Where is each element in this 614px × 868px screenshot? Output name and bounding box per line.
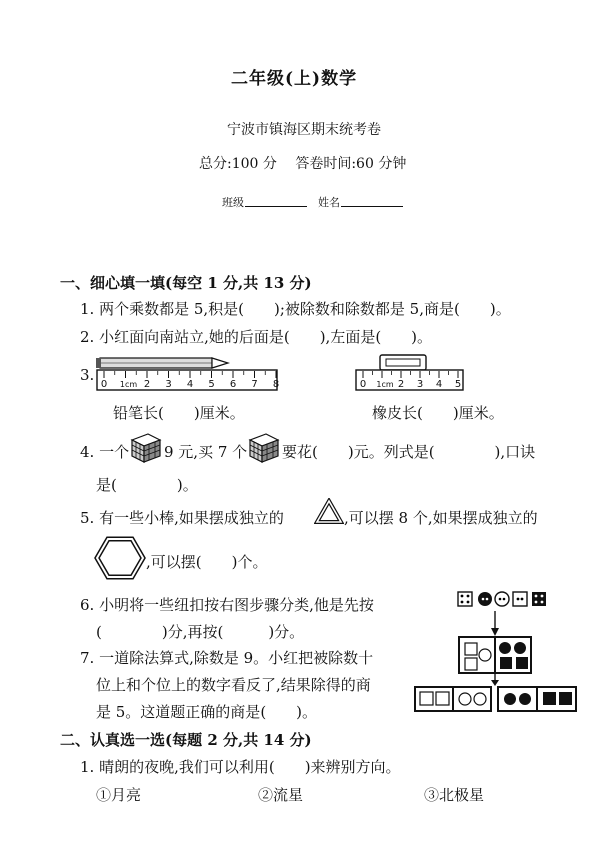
ruler-label: 7 (251, 379, 258, 390)
ruler-label: 1cm (376, 380, 394, 389)
question-7-line-1: 7. 一道除法算式,除数是 9。小红把被除数十 (80, 649, 374, 667)
ruler-label: 5 (208, 379, 215, 390)
question-7-line-2: 位上和个位上的数字看反了,结果除得的商 (96, 676, 371, 694)
option-c[interactable]: ③北极星 (424, 786, 485, 804)
ruler-label: 6 (229, 379, 237, 390)
question-6-line-2: ( )分,再按( )分。 (96, 623, 305, 641)
question-4-part-a: 4. 一个 (80, 443, 130, 461)
pencil-ruler-figure (96, 355, 281, 393)
rubiks-cube-icon (130, 432, 162, 464)
eraser-ruler-figure (355, 353, 465, 393)
pencil-length-question: 铅笔长( )厘米。 (113, 404, 245, 422)
question-5-part-c: ,可以摆( )个。 (146, 553, 268, 571)
ruler-icon (356, 370, 463, 390)
ruler-label: 0 (100, 379, 108, 390)
section2-question-1: 1. 晴朗的夜晚,我们可以利用( )来辨别方向。 (80, 758, 401, 776)
question-4-part-b: 9 元,买 7 个 (164, 443, 248, 461)
question-4-part-c: 要花( )元。列式是( ),口诀 (282, 443, 536, 461)
section2-heading: 二、认真选一选(每题 2 分,共 14 分) (60, 731, 312, 749)
question-4-part-d: 是( )。 (96, 476, 198, 494)
button-sorting-figure (412, 586, 582, 716)
question-6-line-1: 6. 小明将一些纽扣按右图步骤分类,他是先按 (80, 596, 374, 614)
triangle-sticks-icon (314, 498, 344, 526)
square-button-icon (458, 592, 472, 606)
class-label: 班级 (222, 196, 244, 209)
name-label: 姓名 (318, 196, 340, 209)
eraser-length-question: 橡皮长( )厘米。 (372, 404, 504, 422)
question-3-number: 3. (80, 366, 95, 384)
score-info: 总分:100 分 答卷时间:60 分钟 (199, 156, 407, 172)
exam-subtitle: 宁波市镇海区期末统考卷 (227, 122, 381, 138)
square-button-icon (513, 592, 527, 606)
ruler-label: 3 (416, 379, 424, 390)
ruler-label: 8 (272, 379, 280, 390)
round-button-icon (478, 592, 492, 606)
page-title: 二年级(上)数学 (231, 69, 358, 89)
section1-heading: 一、细心填一填(每空 1 分,共 13 分) (60, 274, 312, 292)
pencil-icon (96, 358, 228, 368)
ruler-label: 3 (165, 379, 172, 390)
round-button-icon (495, 592, 509, 606)
ruler-label: 0 (359, 379, 367, 390)
option-a[interactable]: ①月亮 (96, 786, 142, 804)
ruler-label: 2 (397, 379, 405, 390)
square-button-icon (532, 592, 546, 606)
ruler-label: 2 (143, 379, 151, 390)
option-b[interactable]: ②流星 (258, 786, 304, 804)
name-field[interactable] (341, 206, 403, 207)
eraser-icon (380, 355, 426, 370)
question-7-line-3: 是 5。这道题正确的商是( )。 (96, 703, 318, 721)
ruler-label: 4 (186, 379, 194, 390)
ruler-label: 4 (435, 379, 443, 390)
hexagon-sticks-icon (94, 536, 146, 580)
ruler-label: 1cm (119, 380, 138, 389)
arrow-down-icon (491, 611, 499, 636)
question-5-part-b: ,可以摆 8 个,如果摆成独立的 (344, 509, 538, 527)
question-2: 2. 小红面向南站立,她的后面是( ),左面是( )。 (80, 328, 433, 346)
question-1: 1. 两个乘数都是 5,积是( );被除数和除数都是 5,商是( )。 (80, 300, 511, 318)
rubiks-cube-icon (248, 432, 280, 464)
ruler-label: 5 (454, 379, 462, 390)
question-5-part-a: 5. 有一些小棒,如果摆成独立的 (80, 509, 284, 527)
class-field[interactable] (245, 206, 307, 207)
arrow-down-icon (491, 674, 499, 686)
